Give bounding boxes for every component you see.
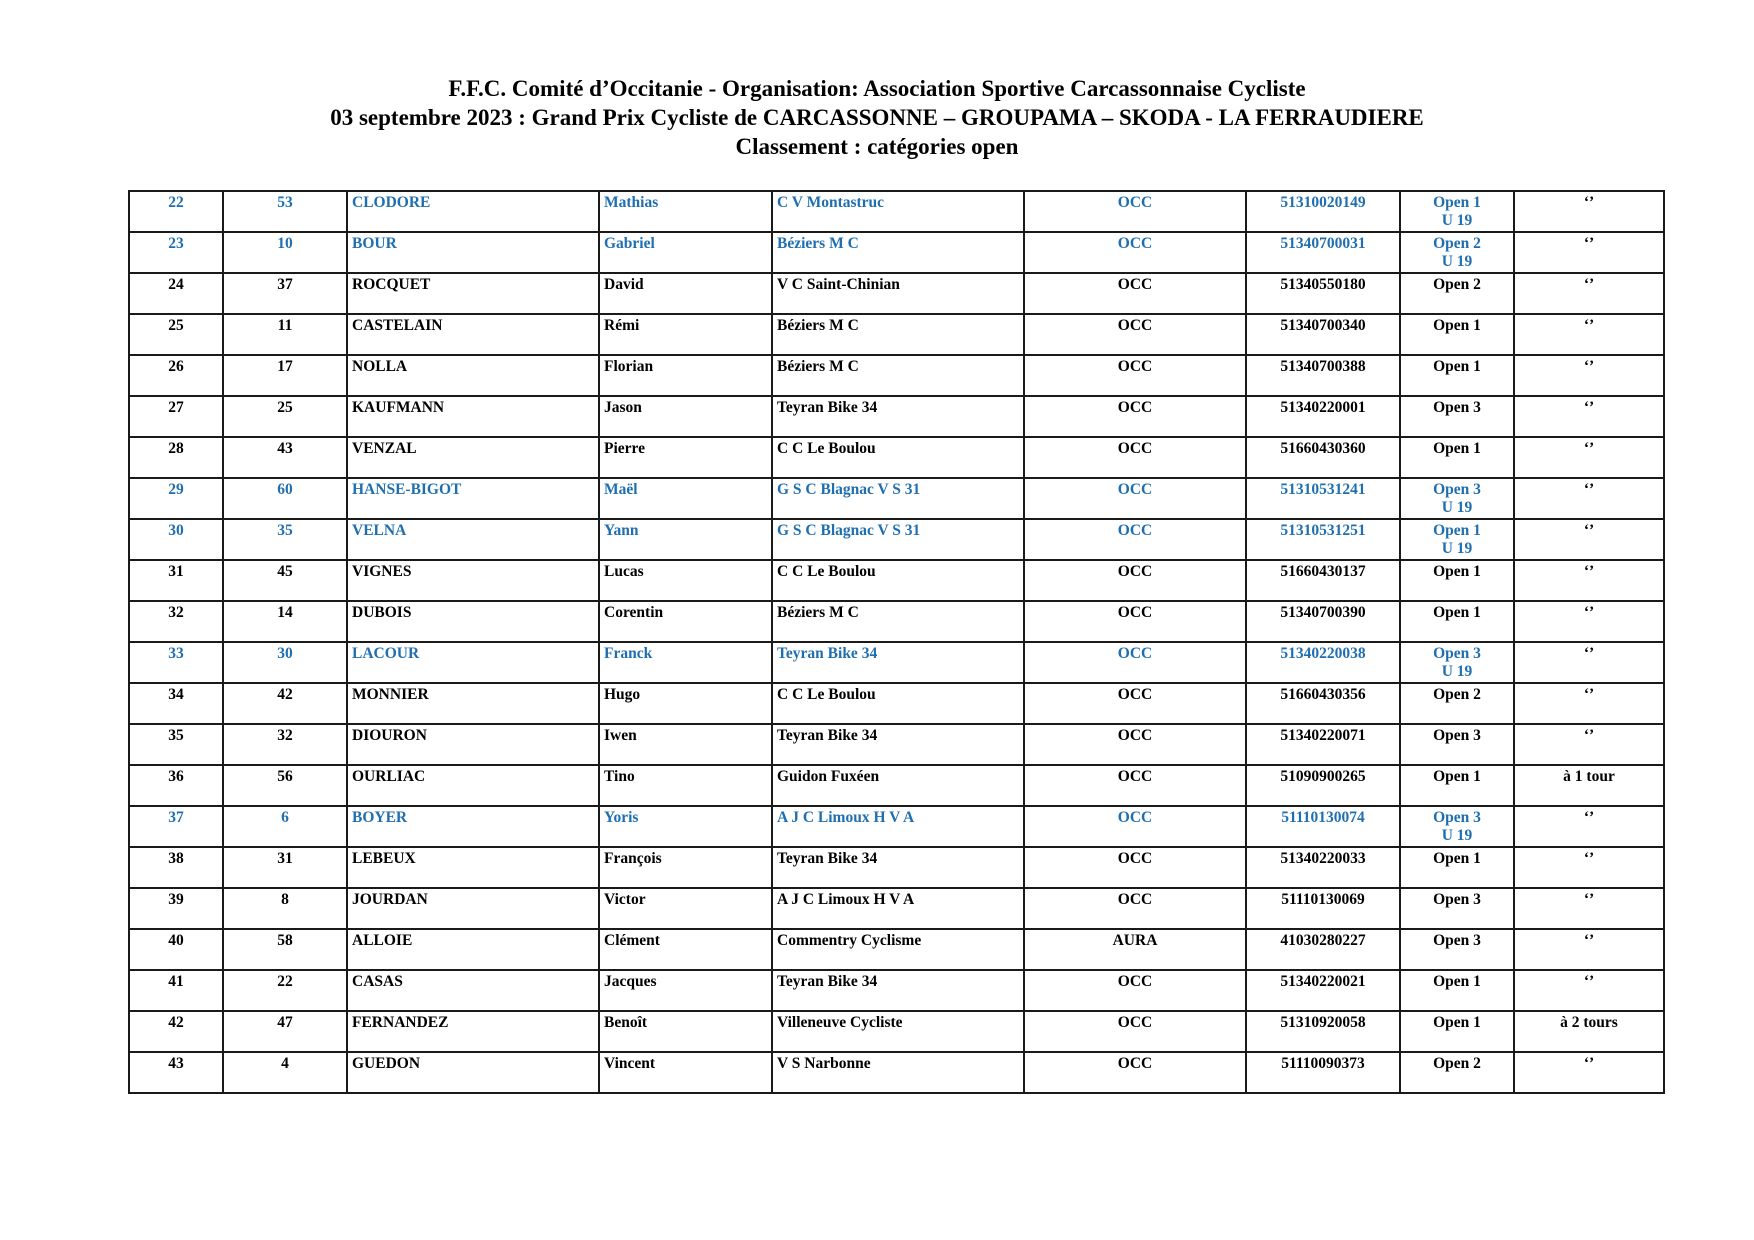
club-cell: Béziers M C xyxy=(772,601,1024,642)
region-cell: OCC xyxy=(1024,273,1246,314)
gap-cell: ‘’ xyxy=(1514,478,1664,519)
gap-cell: ‘’ xyxy=(1514,888,1664,929)
region-cell: OCC xyxy=(1024,519,1246,560)
category-cell xyxy=(1400,355,1514,396)
header-event: 03 septembre 2023 : Grand Prix Cycliste de CARCASSONNE – GROUPAMA – SKODA - LA FERRAUDIERE xyxy=(330,105,1424,130)
gap-cell: ‘’ xyxy=(1514,519,1664,560)
results-body xyxy=(129,191,1664,1093)
category-label: Open 1 xyxy=(1433,563,1481,580)
bib-number-cell: 22 xyxy=(223,970,347,1011)
club-cell: Teyran Bike 34 xyxy=(772,724,1024,765)
club-cell: C C Le Boulou xyxy=(772,437,1024,478)
place-cell: 35 xyxy=(129,724,223,765)
license-number-cell: 51340220033 xyxy=(1246,847,1400,888)
region-cell: OCC xyxy=(1024,478,1246,519)
table-row xyxy=(129,437,1664,478)
category-cell xyxy=(1400,396,1514,437)
place-cell: 40 xyxy=(129,929,223,970)
region-cell: OCC xyxy=(1024,355,1246,396)
first-name-cell: Pierre xyxy=(599,437,772,478)
table-row xyxy=(129,232,1664,273)
category-cell xyxy=(1400,478,1514,519)
first-name-cell: Iwen xyxy=(599,724,772,765)
subcategory-label: U 19 xyxy=(1441,253,1473,270)
first-name-cell: David xyxy=(599,273,772,314)
last-name-cell: VIGNES xyxy=(347,560,599,601)
place-cell: 31 xyxy=(129,560,223,601)
license-number-cell: 51340220001 xyxy=(1246,396,1400,437)
category-label: Open 1 xyxy=(1433,317,1481,334)
category-cell xyxy=(1400,642,1514,683)
last-name-cell: MONNIER xyxy=(347,683,599,724)
region-cell: OCC xyxy=(1024,314,1246,355)
category-cell xyxy=(1400,683,1514,724)
last-name-cell: DUBOIS xyxy=(347,601,599,642)
last-name-cell: CASTELAIN xyxy=(347,314,599,355)
gap-cell: ‘’ xyxy=(1514,560,1664,601)
bib-number-cell: 35 xyxy=(223,519,347,560)
license-number-cell: 51110090373 xyxy=(1246,1052,1400,1093)
bib-number-cell: 8 xyxy=(223,888,347,929)
category-label: Open 1 xyxy=(1433,850,1481,867)
table-row xyxy=(129,765,1664,806)
first-name-cell: Benoît xyxy=(599,1011,772,1052)
region-cell: OCC xyxy=(1024,232,1246,273)
region-cell: OCC xyxy=(1024,847,1246,888)
place-cell: 29 xyxy=(129,478,223,519)
bib-number-cell: 4 xyxy=(223,1052,347,1093)
category-label: Open 1 xyxy=(1433,522,1481,539)
category-cell xyxy=(1400,232,1514,273)
place-cell: 32 xyxy=(129,601,223,642)
gap-cell: ‘’ xyxy=(1514,601,1664,642)
license-number-cell: 51340700390 xyxy=(1246,601,1400,642)
subcategory-label: U 19 xyxy=(1441,663,1473,680)
place-cell: 24 xyxy=(129,273,223,314)
region-cell: OCC xyxy=(1024,642,1246,683)
category-cell xyxy=(1400,601,1514,642)
last-name-cell: OURLIAC xyxy=(347,765,599,806)
license-number-cell: 51090900265 xyxy=(1246,765,1400,806)
place-cell: 34 xyxy=(129,683,223,724)
region-cell: OCC xyxy=(1024,765,1246,806)
gap-cell: ‘’ xyxy=(1514,437,1664,478)
last-name-cell: CASAS xyxy=(347,970,599,1011)
last-name-cell: GUEDON xyxy=(347,1052,599,1093)
table-row xyxy=(129,1052,1664,1093)
first-name-cell: Mathias xyxy=(599,191,772,232)
first-name-cell: Victor xyxy=(599,888,772,929)
category-cell xyxy=(1400,519,1514,560)
category-label: Open 2 xyxy=(1433,276,1481,293)
region-cell: OCC xyxy=(1024,970,1246,1011)
place-cell: 25 xyxy=(129,314,223,355)
category-label: Open 1 xyxy=(1433,768,1481,785)
club-cell: Commentry Cyclisme xyxy=(772,929,1024,970)
first-name-cell: Yoris xyxy=(599,806,772,847)
place-cell: 36 xyxy=(129,765,223,806)
table-row xyxy=(129,724,1664,765)
gap-cell: à 1 tour xyxy=(1514,765,1664,806)
place-cell: 28 xyxy=(129,437,223,478)
category-cell xyxy=(1400,847,1514,888)
first-name-cell: Vincent xyxy=(599,1052,772,1093)
region-cell: OCC xyxy=(1024,601,1246,642)
gap-cell: à 2 tours xyxy=(1514,1011,1664,1052)
bib-number-cell: 53 xyxy=(223,191,347,232)
category-cell xyxy=(1400,724,1514,765)
gap-cell: ‘’ xyxy=(1514,724,1664,765)
bib-number-cell: 42 xyxy=(223,683,347,724)
category-label: Open 3 xyxy=(1433,891,1481,908)
category-label: Open 1 xyxy=(1433,358,1481,375)
club-cell: C C Le Boulou xyxy=(772,560,1024,601)
club-cell: Guidon Fuxéen xyxy=(772,765,1024,806)
region-cell: OCC xyxy=(1024,437,1246,478)
license-number-cell: 51310020149 xyxy=(1246,191,1400,232)
table-row xyxy=(129,396,1664,437)
subcategory-label: U 19 xyxy=(1441,212,1473,229)
bib-number-cell: 25 xyxy=(223,396,347,437)
last-name-cell: LACOUR xyxy=(347,642,599,683)
region-cell: OCC xyxy=(1024,1052,1246,1093)
category-cell xyxy=(1400,273,1514,314)
first-name-cell: Clément xyxy=(599,929,772,970)
subcategory-label: U 19 xyxy=(1441,499,1473,516)
bib-number-cell: 47 xyxy=(223,1011,347,1052)
first-name-cell: Rémi xyxy=(599,314,772,355)
club-cell: Béziers M C xyxy=(772,314,1024,355)
category-label: Open 1 xyxy=(1433,973,1481,990)
first-name-cell: Jacques xyxy=(599,970,772,1011)
category-label: Open 2 xyxy=(1433,686,1481,703)
first-name-cell: François xyxy=(599,847,772,888)
last-name-cell: VELNA xyxy=(347,519,599,560)
first-name-cell: Maël xyxy=(599,478,772,519)
last-name-cell: KAUFMANN xyxy=(347,396,599,437)
region-cell: OCC xyxy=(1024,724,1246,765)
region-cell: OCC xyxy=(1024,888,1246,929)
bib-number-cell: 32 xyxy=(223,724,347,765)
region-cell: OCC xyxy=(1024,191,1246,232)
document-header xyxy=(0,74,1754,161)
club-cell: Teyran Bike 34 xyxy=(772,642,1024,683)
bib-number-cell: 14 xyxy=(223,601,347,642)
category-label: Open 3 xyxy=(1433,932,1481,949)
place-cell: 41 xyxy=(129,970,223,1011)
gap-cell: ‘’ xyxy=(1514,929,1664,970)
last-name-cell: JOURDAN xyxy=(347,888,599,929)
category-label: Open 3 xyxy=(1433,809,1481,826)
gap-cell: ‘’ xyxy=(1514,273,1664,314)
license-number-cell: 51340220071 xyxy=(1246,724,1400,765)
table-row xyxy=(129,806,1664,847)
category-label: Open 1 xyxy=(1433,440,1481,457)
bib-number-cell: 6 xyxy=(223,806,347,847)
gap-cell: ‘’ xyxy=(1514,847,1664,888)
club-cell: Teyran Bike 34 xyxy=(772,396,1024,437)
license-number-cell: 51340220021 xyxy=(1246,970,1400,1011)
license-number-cell: 51340550180 xyxy=(1246,273,1400,314)
place-cell: 27 xyxy=(129,396,223,437)
gap-cell: ‘’ xyxy=(1514,642,1664,683)
bib-number-cell: 31 xyxy=(223,847,347,888)
club-cell: G S C Blagnac V S 31 xyxy=(772,478,1024,519)
place-cell: 26 xyxy=(129,355,223,396)
place-cell: 37 xyxy=(129,806,223,847)
license-number-cell: 51340700340 xyxy=(1246,314,1400,355)
license-number-cell: 51110130074 xyxy=(1246,806,1400,847)
place-cell: 22 xyxy=(129,191,223,232)
place-cell: 42 xyxy=(129,1011,223,1052)
category-cell xyxy=(1400,1052,1514,1093)
subcategory-label: U 19 xyxy=(1441,827,1473,844)
table-row xyxy=(129,847,1664,888)
table-row xyxy=(129,314,1664,355)
region-cell: OCC xyxy=(1024,560,1246,601)
bib-number-cell: 60 xyxy=(223,478,347,519)
last-name-cell: ALLOIE xyxy=(347,929,599,970)
club-cell: Béziers M C xyxy=(772,355,1024,396)
last-name-cell: ROCQUET xyxy=(347,273,599,314)
place-cell: 43 xyxy=(129,1052,223,1093)
club-cell: Béziers M C xyxy=(772,232,1024,273)
last-name-cell: VENZAL xyxy=(347,437,599,478)
license-number-cell: 51310531241 xyxy=(1246,478,1400,519)
bib-number-cell: 56 xyxy=(223,765,347,806)
last-name-cell: NOLLA xyxy=(347,355,599,396)
license-number-cell: 51340700388 xyxy=(1246,355,1400,396)
place-cell: 33 xyxy=(129,642,223,683)
bib-number-cell: 30 xyxy=(223,642,347,683)
license-number-cell: 51310920058 xyxy=(1246,1011,1400,1052)
club-cell: Teyran Bike 34 xyxy=(772,847,1024,888)
region-cell: AURA xyxy=(1024,929,1246,970)
table-row xyxy=(129,519,1664,560)
club-cell: C V Montastruc xyxy=(772,191,1024,232)
subcategory-label: U 19 xyxy=(1441,540,1473,557)
category-cell xyxy=(1400,929,1514,970)
table-row xyxy=(129,642,1664,683)
category-cell xyxy=(1400,314,1514,355)
region-cell: OCC xyxy=(1024,806,1246,847)
bib-number-cell: 45 xyxy=(223,560,347,601)
table-row xyxy=(129,560,1664,601)
first-name-cell: Florian xyxy=(599,355,772,396)
region-cell: OCC xyxy=(1024,683,1246,724)
last-name-cell: DIOURON xyxy=(347,724,599,765)
table-row xyxy=(129,191,1664,232)
first-name-cell: Tino xyxy=(599,765,772,806)
last-name-cell: BOUR xyxy=(347,232,599,273)
table-row xyxy=(129,888,1664,929)
license-number-cell: 51340220038 xyxy=(1246,642,1400,683)
first-name-cell: Franck xyxy=(599,642,772,683)
last-name-cell: LEBEUX xyxy=(347,847,599,888)
bib-number-cell: 58 xyxy=(223,929,347,970)
license-number-cell: 41030280227 xyxy=(1246,929,1400,970)
category-label: Open 3 xyxy=(1433,727,1481,744)
category-label: Open 2 xyxy=(1433,1055,1481,1072)
category-label: Open 2 xyxy=(1433,235,1481,252)
gap-cell: ‘’ xyxy=(1514,683,1664,724)
bib-number-cell: 17 xyxy=(223,355,347,396)
place-cell: 39 xyxy=(129,888,223,929)
club-cell: G S C Blagnac V S 31 xyxy=(772,519,1024,560)
gap-cell: ‘’ xyxy=(1514,232,1664,273)
first-name-cell: Gabriel xyxy=(599,232,772,273)
table-row xyxy=(129,683,1664,724)
first-name-cell: Lucas xyxy=(599,560,772,601)
category-label: Open 3 xyxy=(1433,399,1481,416)
category-cell xyxy=(1400,888,1514,929)
category-label: Open 1 xyxy=(1433,1014,1481,1031)
first-name-cell: Jason xyxy=(599,396,772,437)
category-cell xyxy=(1400,1011,1514,1052)
region-cell: OCC xyxy=(1024,396,1246,437)
place-cell: 38 xyxy=(129,847,223,888)
gap-cell: ‘’ xyxy=(1514,806,1664,847)
license-number-cell: 51660430360 xyxy=(1246,437,1400,478)
bib-number-cell: 37 xyxy=(223,273,347,314)
club-cell: A J C Limoux H V A xyxy=(772,888,1024,929)
club-cell: Teyran Bike 34 xyxy=(772,970,1024,1011)
table-row xyxy=(129,970,1664,1011)
first-name-cell: Yann xyxy=(599,519,772,560)
last-name-cell: FERNANDEZ xyxy=(347,1011,599,1052)
gap-cell: ‘’ xyxy=(1514,355,1664,396)
region-cell: OCC xyxy=(1024,1011,1246,1052)
category-label: Open 3 xyxy=(1433,645,1481,662)
club-cell: C C Le Boulou xyxy=(772,683,1024,724)
category-cell xyxy=(1400,560,1514,601)
first-name-cell: Corentin xyxy=(599,601,772,642)
header-organisation: F.F.C. Comité d’Occitanie - Organisation: Association Sportive Carcassonnaise Cycliste xyxy=(448,76,1306,101)
table-row xyxy=(129,601,1664,642)
category-label: Open 1 xyxy=(1433,604,1481,621)
last-name-cell: BOYER xyxy=(347,806,599,847)
license-number-cell: 51110130069 xyxy=(1246,888,1400,929)
gap-cell: ‘’ xyxy=(1514,314,1664,355)
table-row xyxy=(129,355,1664,396)
category-cell xyxy=(1400,806,1514,847)
gap-cell: ‘’ xyxy=(1514,191,1664,232)
bib-number-cell: 10 xyxy=(223,232,347,273)
place-cell: 30 xyxy=(129,519,223,560)
header-ranking-title: Classement : catégories open xyxy=(735,134,1019,159)
category-label: Open 1 xyxy=(1433,194,1481,211)
license-number-cell: 51660430137 xyxy=(1246,560,1400,601)
table-row xyxy=(129,1011,1664,1052)
last-name-cell: CLODORE xyxy=(347,191,599,232)
club-cell: V S Narbonne xyxy=(772,1052,1024,1093)
license-number-cell: 51340700031 xyxy=(1246,232,1400,273)
first-name-cell: Hugo xyxy=(599,683,772,724)
category-cell xyxy=(1400,191,1514,232)
license-number-cell: 51310531251 xyxy=(1246,519,1400,560)
license-number-cell: 51660430356 xyxy=(1246,683,1400,724)
gap-cell: ‘’ xyxy=(1514,1052,1664,1093)
club-cell: A J C Limoux H V A xyxy=(772,806,1024,847)
gap-cell: ‘’ xyxy=(1514,970,1664,1011)
gap-cell: ‘’ xyxy=(1514,396,1664,437)
results-table xyxy=(128,190,1665,1094)
category-label: Open 3 xyxy=(1433,481,1481,498)
bib-number-cell: 11 xyxy=(223,314,347,355)
category-cell xyxy=(1400,765,1514,806)
last-name-cell: HANSE-BIGOT xyxy=(347,478,599,519)
bib-number-cell: 43 xyxy=(223,437,347,478)
table-row xyxy=(129,929,1664,970)
category-cell xyxy=(1400,437,1514,478)
club-cell: Villeneuve Cycliste xyxy=(772,1011,1024,1052)
club-cell: V C Saint-Chinian xyxy=(772,273,1024,314)
category-cell xyxy=(1400,970,1514,1011)
table-row xyxy=(129,273,1664,314)
table-row xyxy=(129,478,1664,519)
place-cell: 23 xyxy=(129,232,223,273)
